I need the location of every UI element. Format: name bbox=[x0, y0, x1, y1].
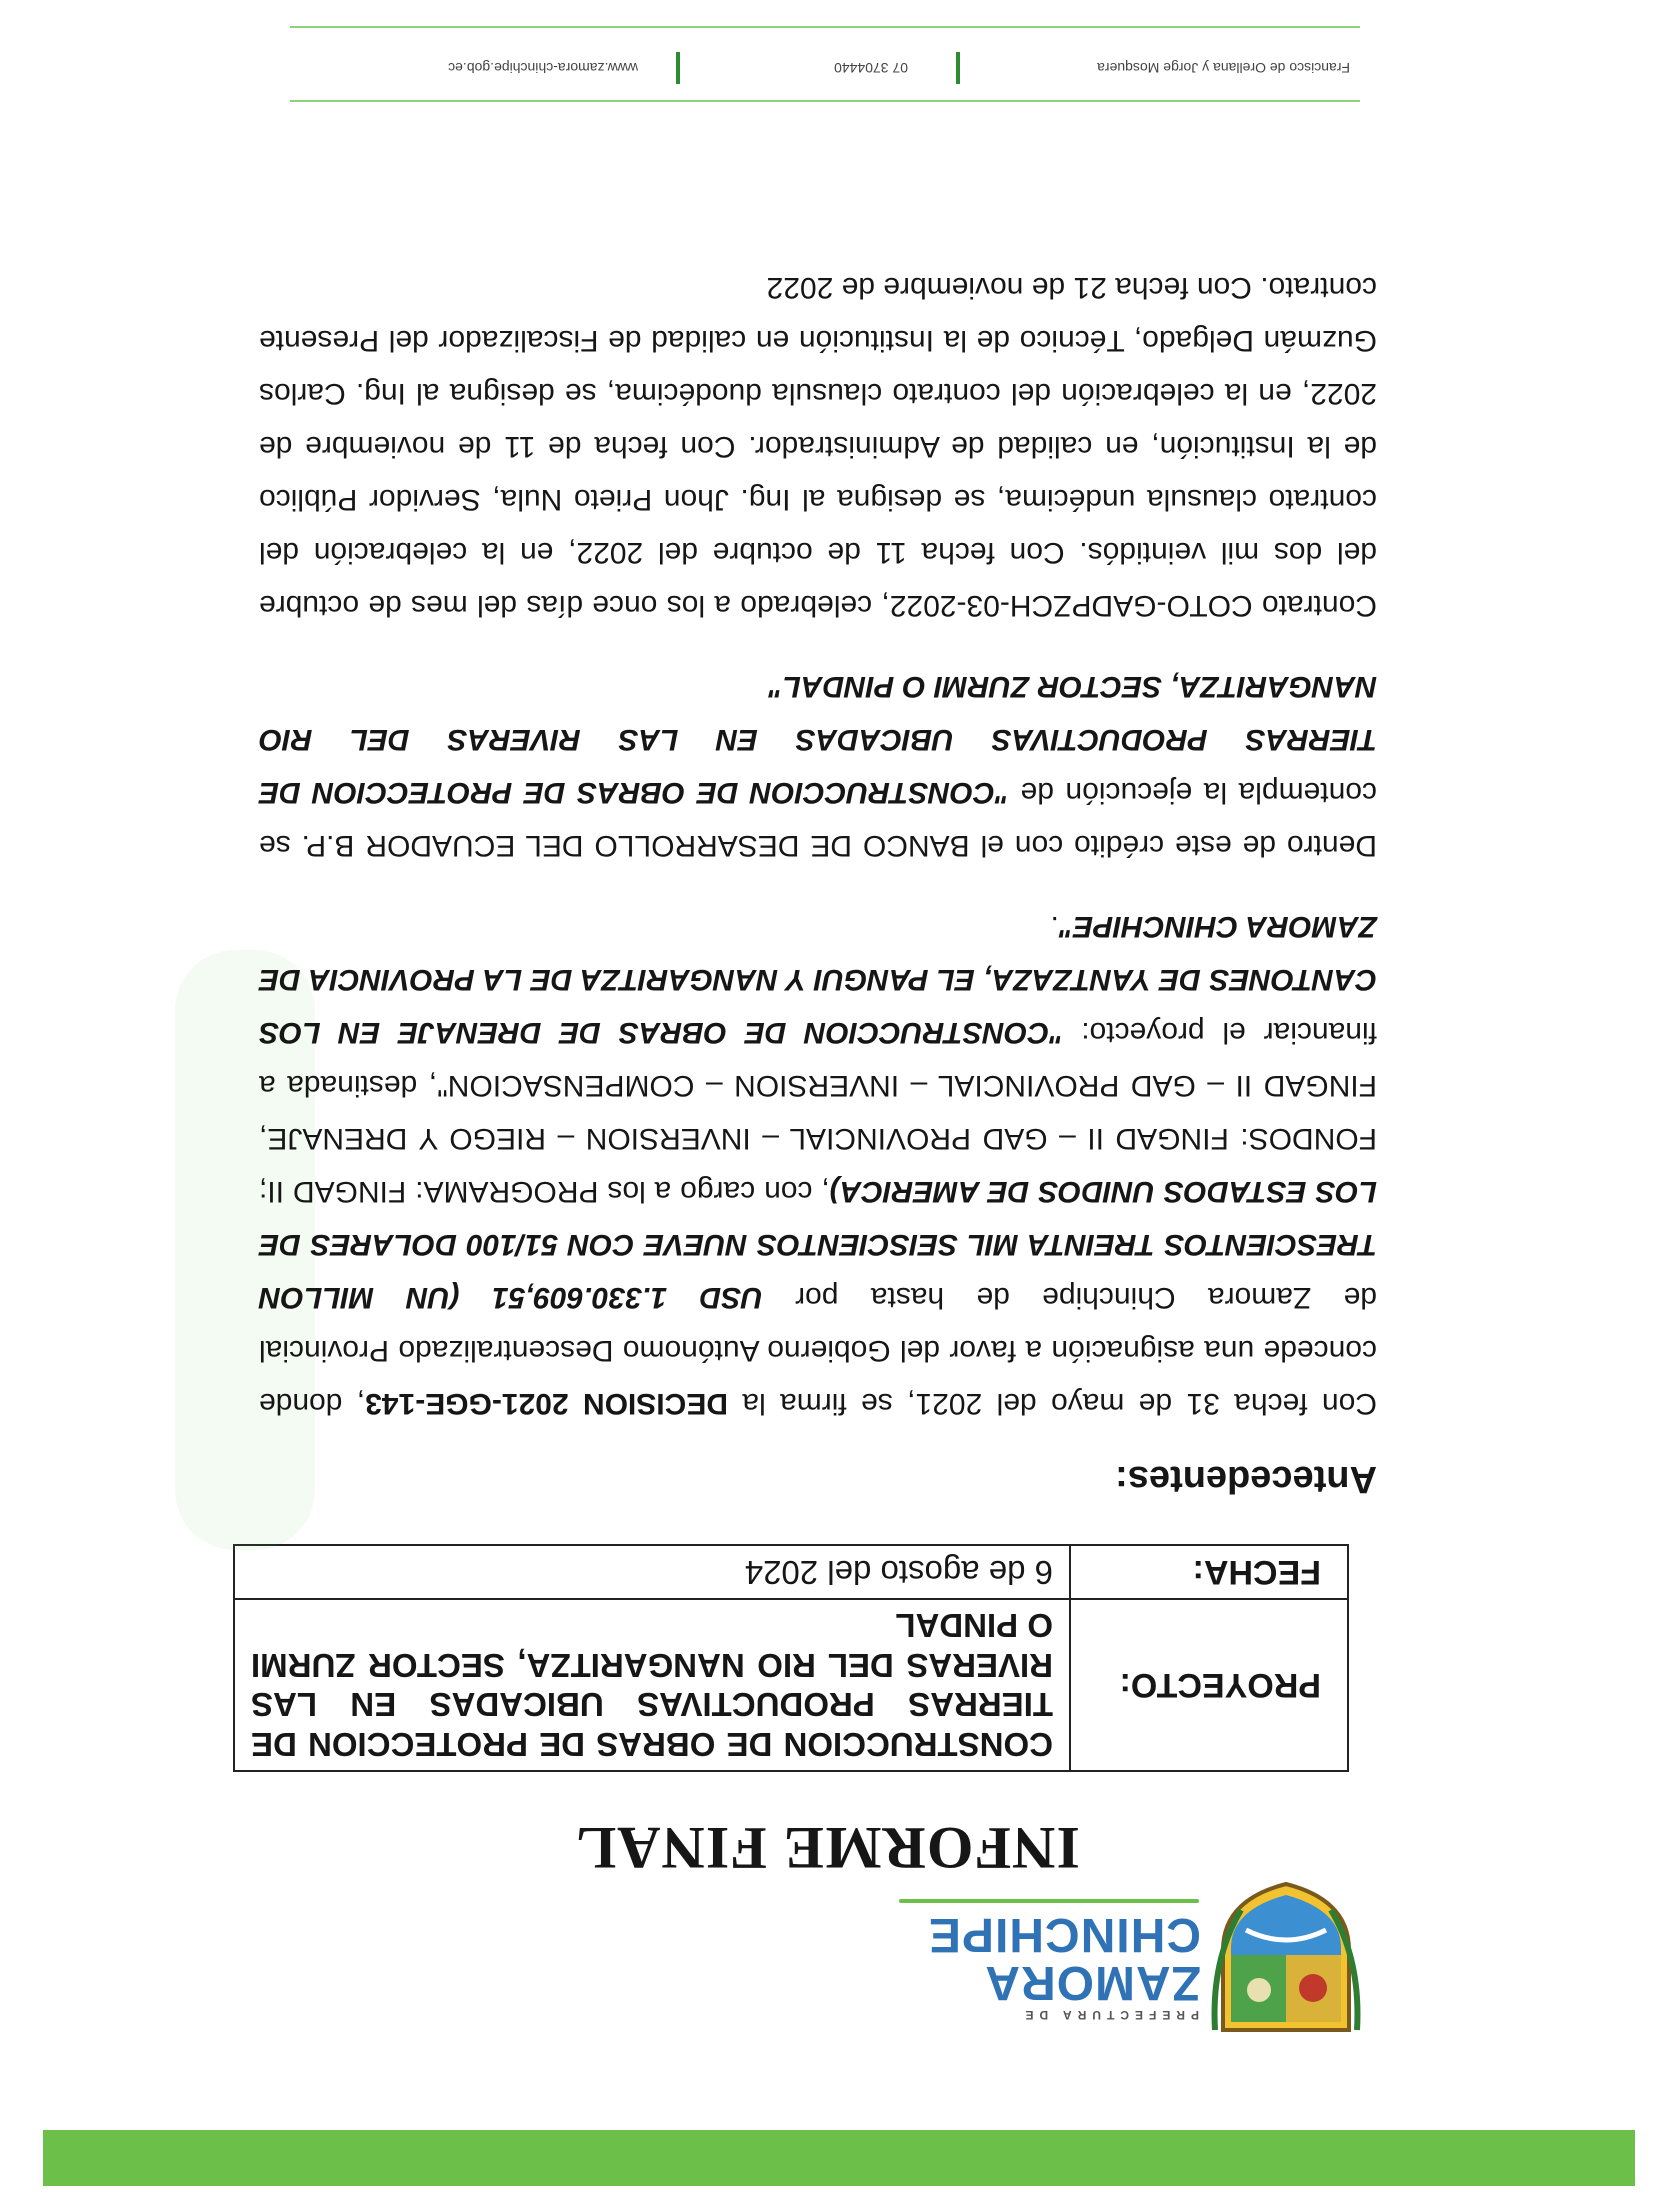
brand-underline bbox=[899, 1899, 1199, 1903]
date-row bbox=[234, 1545, 1348, 1599]
p2-text-a: Dentro de este crédito con el BANCO DE DESARROLLO DEL ECUADOR B.P. se contempla la ejecución de bbox=[259, 776, 1377, 862]
project-value: CONSTRUCCION DE OBRAS DE PROTECCION DE TIERRAS PRODUCTIVAS UBICADAS EN LAS RIVERAS DEL RIO NANGARITZA, SECTOR ZURMI O PINDAL bbox=[234, 1599, 1070, 1771]
contemplated-project-name: "CONSTRUCCION DE OBRAS DE PROTECCION DE TIERRAS PRODUCTIVAS UBICADAS EN LAS RIVERAS DEL RIO NANGARITZA, SECTOR ZURMI O PINDAL" bbox=[259, 670, 1377, 809]
allocation-amount: USD 1.330.609,51 (UN MILLON TRESCIENTOS TREINTA MIL SEISCIENTOS NUEVE CON 51/100 DOLARES DE LOS ESTADOS UNIDOS DE AMERICA) bbox=[259, 1175, 1377, 1314]
brand-line-1: ZAMORA bbox=[984, 1956, 1201, 2009]
brand-small-text: PREFECTURA DE bbox=[1019, 2008, 1199, 2022]
date-label: FECHA: bbox=[1070, 1545, 1348, 1599]
footer-address: Francisco de Orellana y Jorge Mosquera bbox=[1097, 60, 1350, 76]
project-label: PROYECTO: bbox=[1070, 1599, 1348, 1771]
paragraph-contract: Contrato COTO-GADPZCH-03-2022, celebrado a los once días del mes de octubre del dos mil veintidós. Con fecha 11 de octubre del 2022, en la celebración del contrato clausula undécima, se designa al Ing. Jhon Prieto Nula, Servidor Público de la Institución, en calidad de Administrador. Con fecha de 11 de noviembre de 2022, en la celebración del contrato clausula duodécima, se designa al Ing. Carlos Guzmán Delgado, Técnico de la Institución en calidad de Fiscalizador del Presente contrato. Con fecha 21 de noviembre de 2022 bbox=[259, 271, 1377, 622]
coat-of-arms-icon bbox=[1211, 1880, 1361, 2050]
footer-separator bbox=[676, 52, 680, 84]
prefectura-logo bbox=[881, 1880, 1361, 2050]
p1-text-g: . bbox=[1050, 910, 1059, 943]
p1-text-e: , con cargo a los PROGRAMA: FINGAD II; FONDOS: FINGAD II – GAD PROVINCIAL – INVERSION – RIEGO Y DRENAJE, FINGAD II – GAD PROVINCIAL – INVERSION – COMPENSACION", destinada a financiar el proyecto: bbox=[259, 1016, 1377, 1208]
decision-number: DECISION 2021-GGE-143 bbox=[365, 1387, 728, 1420]
header-green-bar bbox=[43, 2130, 1635, 2186]
section-body bbox=[259, 233, 1377, 1430]
date-value: 6 de agosto del 2024 bbox=[234, 1545, 1070, 1599]
project-row bbox=[234, 1599, 1348, 1771]
p1-text-c: , donde concede una asignación a favor del Gobierno Autónomo Descentralizado Provincial de Zamora Chinchipe de hasta por bbox=[259, 1281, 1377, 1420]
paragraph-decision bbox=[259, 900, 1377, 1430]
paragraph-credit bbox=[259, 660, 1377, 872]
footer-website: www.zamora-chinchipe.gob.ec bbox=[448, 60, 638, 76]
footer-phone: 07 3704440 bbox=[834, 60, 908, 76]
page-footer bbox=[290, 26, 1360, 102]
page-title: INFORME FINAL bbox=[575, 1815, 1080, 1881]
p1-text-a: Con fecha 31 de mayo del 2021, se firma la bbox=[727, 1387, 1377, 1420]
footer-separator bbox=[956, 52, 960, 84]
brand-line-2: CHINCHIPE bbox=[927, 1908, 1201, 1961]
financed-project-name: "CONSTRUCCION DE OBRAS DE DRENAJE EN LOS CANTONES DE YANTZAZA, EL PANGUI Y NANGARITZA DE LA PROVINCIA DE ZAMORA CHINCHIPE" bbox=[259, 910, 1377, 1049]
project-info-table bbox=[233, 1544, 1349, 1772]
section-heading: Antecedentes: bbox=[1115, 1458, 1377, 1500]
